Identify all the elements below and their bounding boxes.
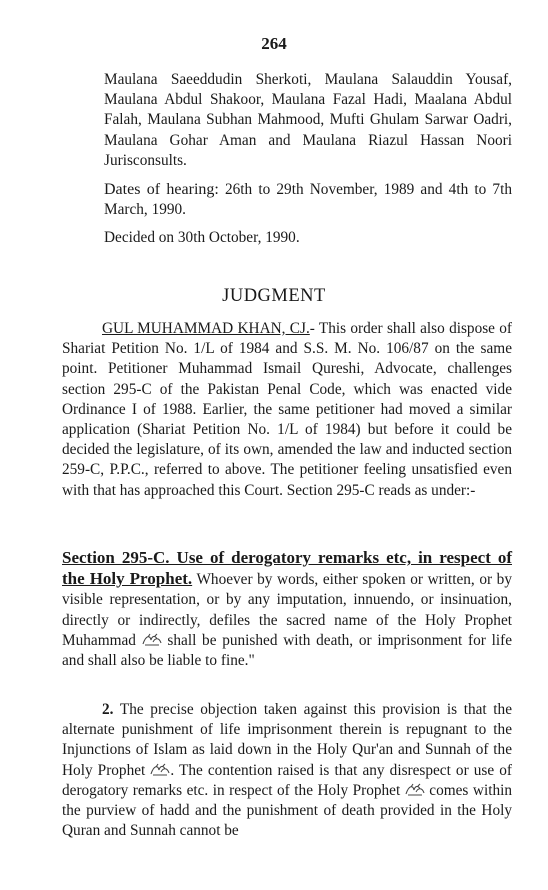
judgment-paragraph-2 [62, 700, 512, 841]
quote-text-a: Whoever by words, either spoken or written, or by visible representation, or by any imputation, innuendo, or insinuation, directly or indirectly, defiles the sacred name of the Holy Prophet Muhammad [62, 571, 512, 649]
section-heading: Section 295-C. Use of derogatory remarks etc, in respect of the Holy Prophet. [62, 548, 512, 589]
hearing-dates [104, 180, 512, 220]
page-number: 264 [261, 34, 287, 53]
hearing-label: Dates of hearing: [104, 181, 219, 198]
paragraph-2-text-b: . The contention raised is that any disrespect or use of derogatory remarks etc. in respect of the Holy Prophet [62, 761, 512, 799]
parties-list [104, 70, 512, 171]
hearing-text: 26th to 29th November, 1989 and 4th to 7th March, 1990. [104, 181, 512, 219]
decided-date [104, 228, 512, 248]
judge-name: GUL MUHAMMAD KHAN, CJ. [102, 320, 310, 337]
honorific-icon [142, 633, 162, 646]
honorific-icon [405, 783, 425, 796]
paragraph-2-text-c: comes within the purview of hadd and the punishment of death provided in the Holy Quran and Sunnah cannot be [62, 781, 512, 840]
paragraph-2-text-a: The precise objection taken against this provision is that the alternate punishment of life imprisonment therein is repugnant to the Injunctions of Islam as laid down in the Holy Qur'an and Sunnah of the Holy Prophet [62, 701, 512, 779]
honorific-icon [150, 763, 170, 776]
section-295c-quote [62, 548, 512, 671]
parties-text: Maulana Saeeddudin Sherkoti, Maulana Salauddin Yousaf, Maulana Abdul Shakoor, Maulana Fazal Hadi, Maalana Abdul Falah, Maulana Subhan Mahmood, Mufti Ghulam Sarwar Oadri, Maulana Gohar Aman and Maulana Riazul Hassan Noori Jurisconsults. [104, 71, 512, 169]
decided-text: Decided on 30th October, 1990. [104, 229, 300, 246]
judgment-heading: JUDGMENT [222, 286, 326, 306]
paragraph-1-text: - This order shall also dispose of Shariat Petition No. 1/L of 1984 and S.S. M. No. 106/87 on the same point. Petitioner Muhammad Ismail Qureshi, Advocate, challenges section 295-C of the Pakistan Penal Code, which was enacted vide Ordinance I of 1988. Earlier, the same petitioner had moved a similar application (Shariat Petition No. 1/L of 1984) but before it could be decided the legislature, of its own, amended the law and inducted section 259-C, P.P.C., referred to above. The petitioner feeling unsatisfied even with that has approached this Court. Section 295-C reads as under:- [62, 320, 512, 499]
judgment-paragraph-1 [62, 319, 512, 501]
paragraph-2-number: 2. [102, 701, 114, 718]
quote-text-b: shall be punished with death, or imprisonment for life and shall also be liable to fine." [62, 631, 512, 670]
